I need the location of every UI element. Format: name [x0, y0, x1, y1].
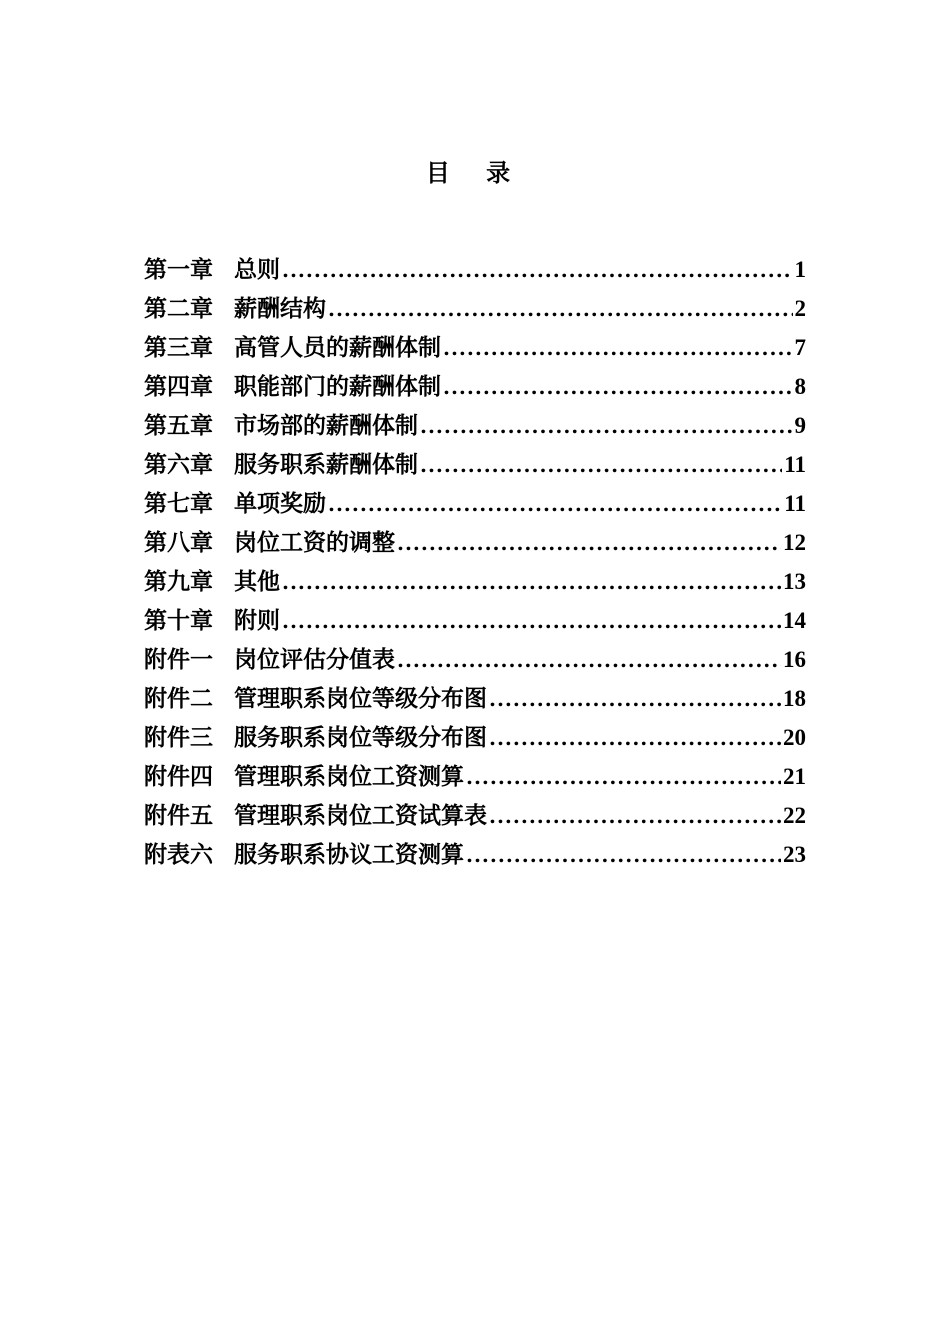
toc-entry[interactable] [144, 486, 806, 525]
toc-entry-title: 职能部门的薪酬体制 [234, 373, 441, 400]
toc-entry-page: 8 [794, 374, 806, 399]
toc-entry-number: 第四章 [144, 373, 213, 400]
dot-leader [443, 369, 793, 405]
toc-list [144, 252, 806, 876]
toc-entry-number: 附件五 [144, 802, 213, 829]
dot-leader [328, 291, 793, 327]
toc-entry[interactable] [144, 564, 806, 603]
toc-entry-number: 第一章 [144, 256, 213, 283]
dot-leader [420, 447, 782, 483]
toc-entry-page: 21 [783, 764, 806, 789]
dot-leader [489, 681, 781, 717]
dot-leader [282, 252, 793, 288]
toc-entry-title: 服务职系岗位等级分布图 [234, 724, 487, 751]
toc-entry-page: 16 [783, 647, 806, 672]
toc-entry-number: 第八章 [144, 529, 213, 556]
toc-entry[interactable] [144, 759, 806, 798]
toc-entry-title: 管理职系岗位工资试算表 [234, 802, 487, 829]
toc-entry-title: 单项奖励 [234, 490, 326, 517]
toc-entry-number: 第六章 [144, 451, 213, 478]
toc-entry-number: 附件一 [144, 646, 213, 673]
dot-leader [443, 330, 793, 366]
toc-entry-title: 市场部的薪酬体制 [234, 412, 418, 439]
toc-entry-title: 服务职系协议工资测算 [234, 841, 464, 868]
toc-entry[interactable] [144, 798, 806, 837]
toc-entry-title: 高管人员的薪酬体制 [234, 334, 441, 361]
toc-entry-page: 18 [783, 686, 806, 711]
dot-leader [466, 837, 781, 873]
toc-entry[interactable] [144, 837, 806, 876]
toc-entry-title: 总则 [234, 256, 280, 283]
toc-entry-title: 管理职系岗位等级分布图 [234, 685, 487, 712]
toc-entry-page: 7 [794, 335, 806, 360]
toc-entry[interactable] [144, 681, 806, 720]
toc-entry-number: 第九章 [144, 568, 213, 595]
toc-entry[interactable] [144, 603, 806, 642]
toc-entry-number: 附件二 [144, 685, 213, 712]
toc-entry-page: 1 [794, 257, 806, 282]
toc-entry[interactable] [144, 642, 806, 681]
toc-entry-number: 附件四 [144, 763, 213, 790]
toc-entry[interactable] [144, 447, 806, 486]
toc-entry-title: 岗位评估分值表 [234, 646, 395, 673]
toc-entry-number: 第七章 [144, 490, 213, 517]
dot-leader [466, 759, 781, 795]
dot-leader [420, 408, 793, 444]
dot-leader [397, 642, 781, 678]
toc-entry[interactable] [144, 291, 806, 330]
toc-entry-title: 附则 [234, 607, 280, 634]
toc-entry-page: 13 [783, 569, 806, 594]
toc-entry[interactable] [144, 525, 806, 564]
toc-entry[interactable] [144, 252, 806, 291]
toc-entry-page: 20 [783, 725, 806, 750]
toc-title: 目 录 [425, 158, 525, 187]
toc-entry-page: 14 [783, 608, 806, 633]
toc-entry[interactable] [144, 720, 806, 759]
toc-entry-number: 第十章 [144, 607, 213, 634]
dot-leader [397, 525, 781, 561]
toc-entry-number: 附表六 [144, 841, 213, 868]
toc-entry-page: 12 [783, 530, 806, 555]
toc-entry[interactable] [144, 330, 806, 369]
toc-entry-title: 薪酬结构 [234, 295, 326, 322]
toc-entry[interactable] [144, 408, 806, 447]
dot-leader [489, 720, 781, 756]
toc-entry-number: 附件三 [144, 724, 213, 751]
toc-entry-number: 第五章 [144, 412, 213, 439]
toc-entry-page: 23 [783, 842, 806, 867]
toc-entry-title: 管理职系岗位工资测算 [234, 763, 464, 790]
toc-entry-page: 9 [794, 413, 806, 438]
toc-entry-title: 服务职系薪酬体制 [234, 451, 418, 478]
dot-leader [328, 486, 782, 522]
toc-entry-number: 第二章 [144, 295, 213, 322]
toc-entry[interactable] [144, 369, 806, 408]
dot-leader [489, 798, 781, 834]
toc-entry-page: 2 [794, 296, 806, 321]
toc-entry-page: 22 [783, 803, 806, 828]
toc-entry-page: 11 [784, 491, 806, 516]
toc-entry-title: 岗位工资的调整 [234, 529, 395, 556]
toc-entry-page: 11 [784, 452, 806, 477]
toc-entry-number: 第三章 [144, 334, 213, 361]
toc-entry-title: 其他 [234, 568, 280, 595]
dot-leader [282, 603, 781, 639]
dot-leader [282, 564, 781, 600]
